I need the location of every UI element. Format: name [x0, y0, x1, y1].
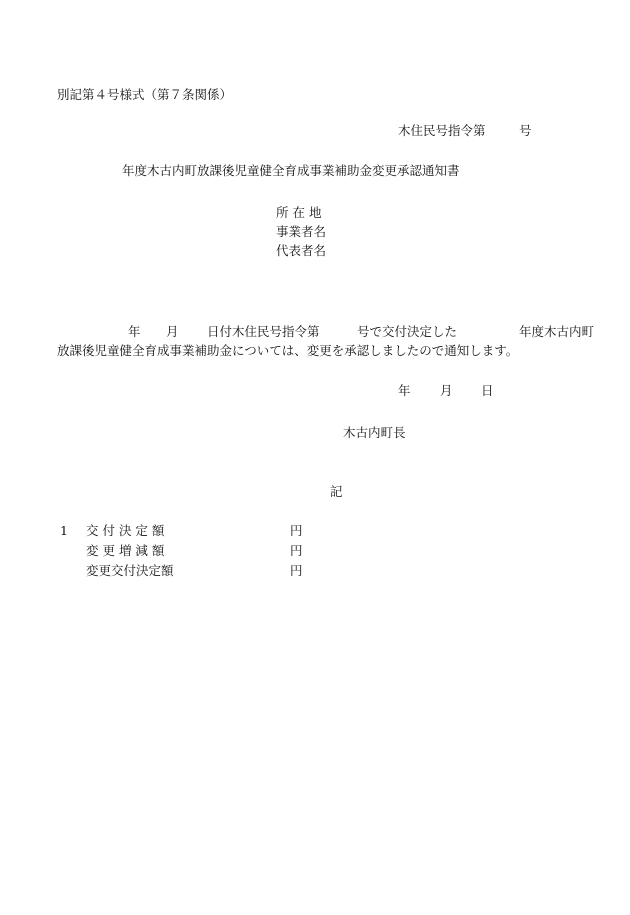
ki-heading: 記 [330, 484, 343, 499]
issue-date-year: 年 [398, 383, 411, 398]
body-town-year: 年度木古内町 [519, 324, 595, 339]
item-unit-change-amount: 円 [290, 543, 303, 558]
form-label: 別記第４号様式（第７条関係） [57, 87, 233, 102]
body-year: 年 [128, 324, 141, 339]
body-issued: 号で交付決定した [357, 324, 458, 339]
item-label-revised-grant-amount: 変更交付決定額 [86, 563, 174, 578]
doc-number-prefix: 木住民号指令第 [398, 123, 486, 138]
item-unit-grant-amount: 円 [290, 523, 303, 538]
document-title: 年度木古内町放課後児童健全育成事業補助金変更承認通知書 [122, 163, 460, 178]
issue-date-month: 月 [440, 383, 453, 398]
body-date-ref: 日付木住民号指令第 [207, 324, 320, 339]
addressee-representative: 代表者名 [276, 243, 327, 258]
item-label-grant-amount: 交 付 決 定 額 [86, 523, 165, 538]
addressee-location: 所 在 地 [276, 205, 322, 220]
item-label-change-amount: 変 更 増 減 額 [86, 543, 165, 558]
issue-date-day: 日 [481, 383, 494, 398]
body-month: 月 [166, 324, 179, 339]
item-unit-revised-grant-amount: 円 [290, 563, 303, 578]
body-line-2: 放課後児童健全育成事業補助金については、変更を承認しましたので通知します。 [57, 343, 519, 358]
doc-number-suffix: 号 [519, 123, 532, 138]
addressee-business-name: 事業者名 [276, 224, 327, 239]
item-number: 1 [60, 523, 68, 538]
issuer: 木古内町長 [343, 425, 406, 440]
